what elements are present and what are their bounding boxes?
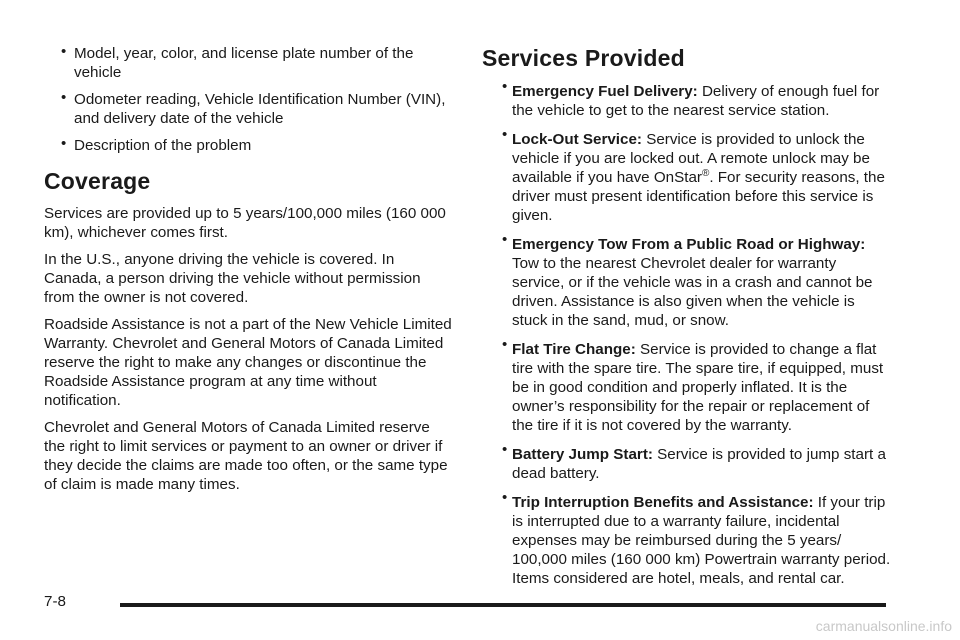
coverage-paragraph: Services are provided up to 5 years/100,000 miles (160 000 km), whichever comes first. <box>44 205 446 241</box>
list-item <box>44 90 454 128</box>
bullet-icon: • <box>502 126 508 143</box>
coverage-paragraph: Chevrolet and General Motors of Canada Limited reserve the right to limit services or payment to an owner or driver if they decide the claims are made too often, or the same type of claim is made many times. <box>44 419 448 493</box>
page-number: 7-8 <box>44 593 66 610</box>
service-description-cont: . For security reasons, the driver must present identification before this service is given. <box>512 169 885 224</box>
service-description: Tow to the nearest Chevrolet dealer for warranty service, or if the vehicle was in a crash and cannot be driven. Assistance is also given when the vehicle is stuck in the sand, mud, or snow. <box>512 255 873 329</box>
right-column <box>482 44 892 598</box>
bullet-icon: • <box>61 43 67 60</box>
bullet-icon: • <box>61 135 67 152</box>
service-term: Battery Jump Start: <box>512 446 653 463</box>
service-description: If your trip is interrupted due to a warranty failure, incidental expenses may be reimbursed during the 5 years/ 100,000 miles (160 000 km) Powertrain warranty period. Items considered are hotel, meals, and rental car. <box>512 494 891 587</box>
list-item <box>44 44 454 82</box>
list-item-text: Odometer reading, Vehicle Identification Number (VIN), and delivery date of the vehicle <box>74 91 446 127</box>
services-heading: Services Provided <box>482 45 685 71</box>
service-term: Lock-Out Service: <box>512 131 642 148</box>
coverage-paragraph: In the U.S., anyone driving the vehicle is covered. In Canada, a person driving the vehicle without permission from the owner is not covered. <box>44 251 421 306</box>
bullet-icon: • <box>502 78 508 95</box>
footer-rule <box>120 603 886 607</box>
list-item-text: Description of the problem <box>74 137 252 154</box>
bullet-icon: • <box>502 231 508 248</box>
service-term: Trip Interruption Benefits and Assistance: <box>512 494 814 511</box>
service-description: Service is provided to jump start a dead battery. <box>512 446 886 482</box>
coverage-heading: Coverage <box>44 168 151 194</box>
bullet-icon: • <box>502 489 508 506</box>
service-item <box>482 441 892 483</box>
left-column <box>44 44 454 502</box>
coverage-paragraph: Roadside Assistance is not a part of the New Vehicle Limited Warranty. Chevrolet and General Motors of Canada Limited reserve the right to make any changes or discontinue the Roadside Assistance program at any time without notification. <box>44 316 452 409</box>
service-term: Emergency Tow From a Public Road or Highway: <box>512 236 866 253</box>
service-description: Service is provided to unlock the vehicle if you are locked out. A remote unlock may be available if you have OnStar <box>512 131 870 186</box>
service-item <box>482 489 892 588</box>
bullet-icon: • <box>502 336 508 353</box>
service-item <box>482 231 892 330</box>
registered-mark: ® <box>701 168 710 179</box>
service-item <box>482 78 892 120</box>
bullet-icon: • <box>61 89 67 106</box>
service-description: Delivery of enough fuel for the vehicle to get to the nearest service station. <box>512 83 880 119</box>
service-item <box>482 126 892 225</box>
list-item <box>44 136 454 155</box>
service-description: Service is provided to change a flat tire with the spare tire. The spare tire, if equipped, must be in good condition and properly inflated. It is the owner’s responsibility for the repair or replacement of the tire if it is not covered by the warranty. <box>512 341 884 434</box>
list-item-text: Model, year, color, and license plate number of the vehicle <box>74 45 414 81</box>
bullet-icon: • <box>502 441 508 458</box>
service-item <box>482 336 892 435</box>
service-term: Emergency Fuel Delivery: <box>512 83 698 100</box>
watermark: carmanualsonline.info <box>815 618 952 634</box>
service-term: Flat Tire Change: <box>512 341 636 358</box>
